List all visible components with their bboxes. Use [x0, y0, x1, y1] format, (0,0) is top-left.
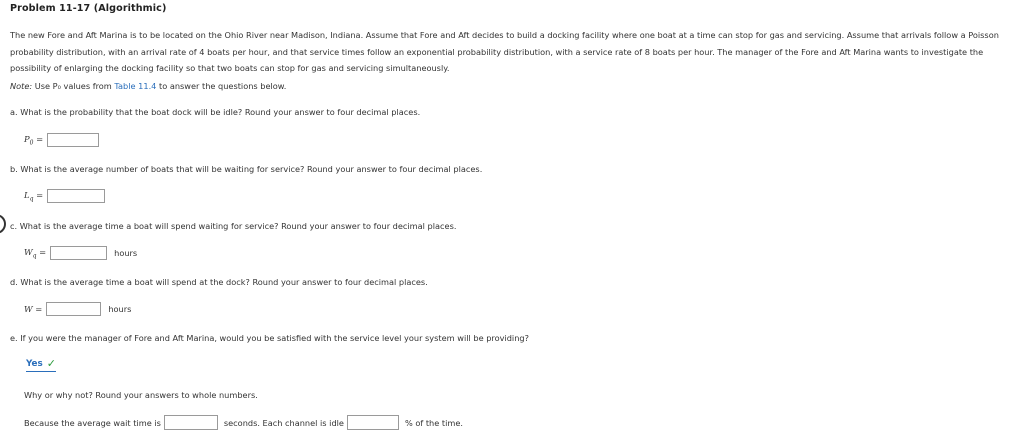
check-icon: ✓ — [46, 357, 56, 370]
sentence-before: Because the average wait time is — [24, 417, 161, 428]
question-a-text: a. What is the probability that the boat dock will be idle? Round your answer to four decimal places. — [10, 107, 421, 117]
wq-unit: hours — [114, 248, 138, 258]
p0-label: $P_0$ = — [24, 133, 44, 147]
sentence-after: % of the time. — [404, 417, 463, 428]
question-b-text: b. What is the average number of boats that will be waiting for service? Round your answer to four decimal places. — [10, 164, 483, 174]
question-e-text: e. If you were the manager of Fore and Aft Marina, would you be satisfied with the service level your system will be providing? — [10, 333, 529, 343]
w-input[interactable] — [46, 302, 101, 316]
idle-percent-input[interactable] — [347, 415, 399, 430]
answer-row-c — [24, 246, 137, 260]
satisfied-dropdown[interactable] — [26, 357, 56, 372]
wq-input[interactable] — [50, 246, 107, 260]
sentence-middle: seconds. Each channel is idle — [223, 417, 344, 428]
answer-row-e — [24, 415, 463, 430]
p0-input[interactable] — [47, 133, 99, 147]
problem-title: Problem 11-17 (Algorithmic) — [10, 3, 167, 14]
note-text-before: Use P₀ values from — [34, 81, 112, 91]
question-d-text: d. What is the average time a boat will spend at the dock? Round your answer to four decimal places. — [10, 277, 428, 287]
answer-row-b — [24, 189, 105, 203]
answer-row-a — [24, 133, 99, 147]
note-label: Note: — [10, 81, 33, 91]
why-prompt: Why or why not? Round your answers to whole numbers. — [24, 390, 258, 400]
wait-seconds-input[interactable] — [164, 415, 218, 430]
question-c-text: c. What is the average time a boat will spend waiting for service? Round your answer to four decimal places. — [10, 221, 457, 231]
table-link[interactable]: Table 11.4 — [114, 81, 157, 91]
lq-input[interactable] — [47, 189, 105, 203]
w-label: W = — [24, 304, 43, 314]
page-edge-marker — [0, 214, 6, 234]
answer-row-d — [24, 302, 131, 316]
note-text-after: to answer the questions below. — [159, 81, 287, 91]
lq-label: $L_q$ = — [24, 189, 44, 203]
wq-label: $W_q$ = — [24, 246, 47, 260]
w-unit: hours — [108, 304, 132, 314]
problem-intro: The new Fore and Aft Marina is to be located on the Ohio River near Madison, Indiana. Assume that Fore and Aft decides to build a docking facility where one boat at a time can stop for gas and servicing. Assume that arrivals follow a Poisson probability distribution, with an arrival rate of 4 boats per hour, and that service times follow an exponential probability distribution, with a service rate of 8 boats per hour. The manager of the Fore and Aft Marina wants to investigate the possibility of enlarging the docking facility so that two boats can stop for gas and servicing simultaneously. — [10, 30, 999, 73]
note-line — [10, 81, 286, 91]
selected-answer-label: Yes — [26, 358, 43, 369]
